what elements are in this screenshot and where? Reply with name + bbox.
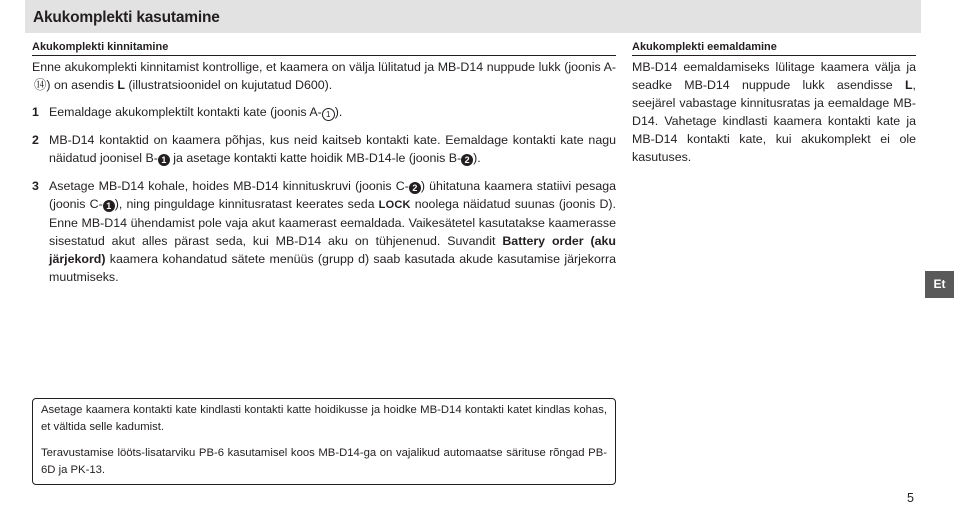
lock-position-label: L	[117, 78, 125, 92]
callout-filled-icon: 1	[158, 154, 170, 166]
steps-list	[32, 103, 616, 286]
step-text	[49, 177, 616, 286]
step-text	[49, 131, 616, 167]
step-text-part: ).	[473, 151, 481, 165]
intro-text-part: ) on asendis	[46, 78, 118, 92]
callout-filled-icon: 2	[461, 154, 473, 166]
note-box	[32, 398, 616, 485]
remove-section	[632, 40, 916, 166]
step-number: 2	[32, 133, 39, 147]
step-item	[32, 131, 616, 167]
step-text-part: ja asetage kontakti katte hoidik MB-D14-le (joonis B-	[169, 151, 462, 165]
callout-outline-icon: 1	[322, 108, 335, 121]
page-number: 5	[907, 491, 914, 505]
step-text-part: Eemaldage akukomplektilt kontakti kate (joonis A-	[49, 105, 322, 119]
lock-position-label: L	[904, 78, 913, 92]
note-text: Asetage kaamera kontakti kate kindlasti kontakti katte hoidikusse ja hoidke MB-D14 kontakti katet kindlas kohas, et vältida selle kadumist.	[41, 404, 607, 433]
step-item	[32, 103, 616, 121]
figure-callout-14-icon: ⑭	[34, 78, 47, 92]
remove-text-part: MB-D14 eemaldamiseks lülitage kaamera välja ja seadke MB-D14 nuppude lukk asendisse	[632, 60, 916, 92]
remove-text	[632, 58, 916, 166]
menu-option-name: Battery order (aku järjekord)	[49, 234, 617, 266]
attach-heading: Akukomplekti kinnitamine	[32, 40, 616, 56]
step-number: 3	[32, 179, 39, 193]
step-text-part: noolega näidatud suunas (joonis D). Enne MB-D14 ühendamist pole vaja akut kaamerast eemaldada. Vaikesätetel kasutatakse kaamerasse sisestatud akut alles pärast seda, kui MB-D14 aku on tühjenenud. Suvandit	[49, 197, 616, 248]
step-text-part: ) ühitatuna kaamera statiivi pesaga (joonis C-	[49, 179, 616, 211]
step-text-part: ).	[334, 105, 343, 119]
step-text-part: MB-D14 kontaktid on kaamera põhjas, kus neid kaitseb kontakti kate. Eemaldage kontakti kate nagu näidatud joonisel B-	[49, 133, 616, 165]
language-tab: Et	[925, 271, 954, 298]
lock-label: LOCK	[378, 199, 411, 211]
step-item	[32, 177, 616, 286]
step-text-part: Asetage MB-D14 kohale, hoides MB-D14 kinnituskruvi (joonis C-	[49, 179, 409, 193]
note-text: Teravustamise lööts-lisatarviku PB-6 kasutamisel koos MB-D14-ga on vajalikud automaatse särituse rõngad PB-6D ja PK-13.	[41, 447, 607, 476]
intro-text-part: Enne akukomplekti kinnitamist kontrollige, et kaamera on välja lülitatud ja MB-D14 nuppude lukk (joonis A-	[32, 60, 616, 74]
step-text-part: ), ning pinguldage kinnitusratast keerates seda	[114, 197, 379, 211]
callout-filled-icon: 2	[409, 182, 421, 194]
step-number: 1	[32, 105, 39, 119]
page-header	[25, 0, 921, 33]
intro-text-part: (illustratsioonidel on kujutatud D600).	[124, 78, 333, 92]
callout-filled-icon: 1	[103, 200, 115, 212]
page-title: Akukomplekti kasutamine	[33, 9, 220, 26]
remove-heading: Akukomplekti eemaldamine	[632, 40, 916, 56]
attach-intro	[32, 58, 616, 94]
step-text	[49, 103, 616, 121]
attach-section	[32, 40, 616, 296]
remove-text-part: , seejärel vabastage kinnitusratas ja eemaldage MB-D14. Vahetage kindlasti kaamera kontakti kate ja MB-D14 kontakti kate, kui akukomplekt ei ole kasutuses.	[632, 78, 916, 164]
step-text-part: kaamera kohandatud sätete menüüs (grupp d) saab kasutada akude kasutamise järjekorra muutmiseks.	[49, 252, 616, 284]
